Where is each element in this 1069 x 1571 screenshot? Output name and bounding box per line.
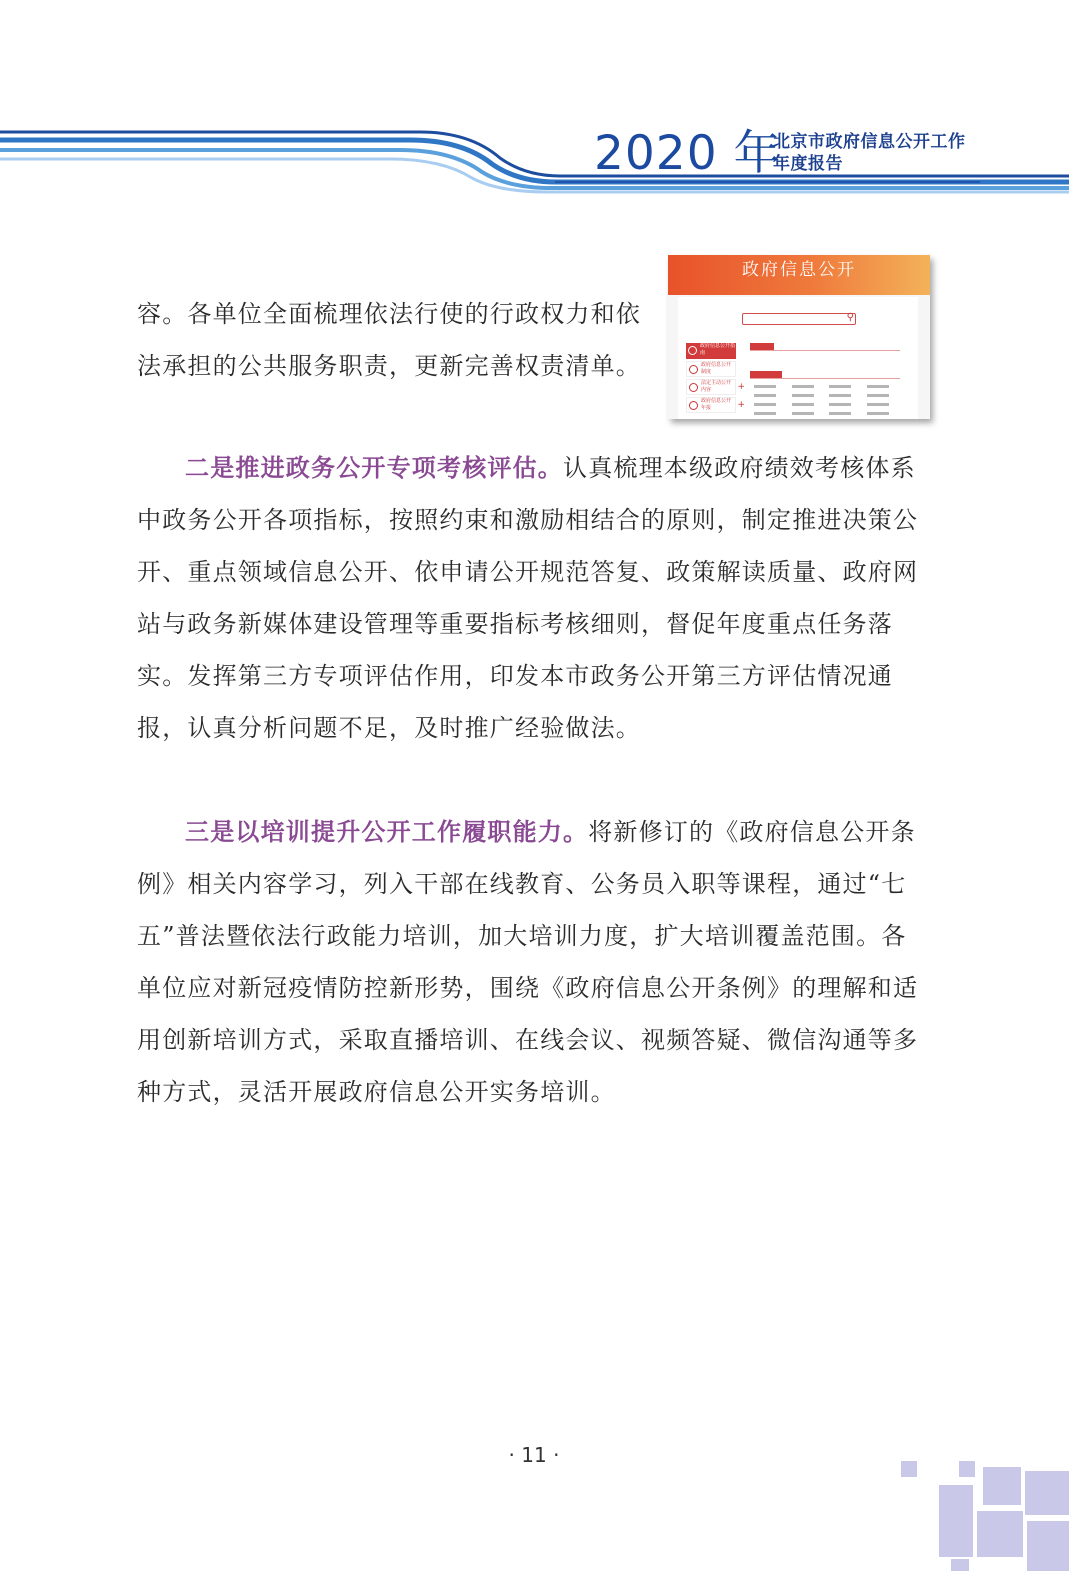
compass-icon <box>688 346 697 355</box>
thumb-side-item: 政府信息公开年报 + <box>686 397 736 413</box>
paragraph-1-text: 容。各单位全面梳理依法行使的行政权力和依法承担的公共服务职责，更新完善权责清单。 <box>137 300 641 380</box>
paragraph-3-lead: 三是以培训提升公开工作履职能力。 <box>185 818 589 846</box>
thumb-search-box <box>742 313 856 325</box>
paragraph-2-lead: 二是推进政务公开专项考核评估。 <box>185 454 563 482</box>
thumb-tag <box>750 343 774 350</box>
calendar-icon <box>689 401 698 410</box>
plus-icon: + <box>737 382 745 392</box>
paragraph-1 <box>137 288 657 392</box>
website-screenshot <box>668 255 930 419</box>
plus-icon: + <box>737 400 745 410</box>
thumb-rule <box>750 378 900 379</box>
thumb-side-item: 政府信息公开制度 <box>686 361 736 377</box>
report-title-line1: 北京市政府信息公开工作 <box>773 132 966 152</box>
report-title <box>773 131 966 175</box>
thumb-banner: 政府信息公开 <box>668 255 930 295</box>
thumb-rule <box>750 350 900 351</box>
thumb-side-item: 法定主动公开内容 + <box>686 379 736 395</box>
paragraph-3-text: 将新修订的《政府信息公开条例》相关内容学习，列入干部在线教育、公务员入职等课程，通过“七五”普法暨依法行政能力培训，加大培训力度，扩大培训覆盖范围。各单位应对新冠疫情防控新形势，围绕《政府信息公开条例》的理解和适用创新培训方式，采取直播培训、在线会议、视频答疑、微信沟通等多种方式，灵活开展政府信息公开实务培训。 <box>137 818 919 1106</box>
paragraph-3 <box>137 806 931 1118</box>
doc-icon <box>689 365 698 374</box>
search-icon: ⚲ <box>846 312 854 323</box>
thumb-tag <box>750 371 782 378</box>
thumb-panel <box>678 297 918 419</box>
paragraph-2 <box>137 442 931 754</box>
thumb-side-item: 政府信息公开指南 <box>686 343 736 359</box>
thumb-link-grid <box>754 385 904 415</box>
report-year: 2020 年 <box>594 126 782 181</box>
corner-decoration <box>895 1455 1069 1571</box>
list-icon <box>689 383 698 392</box>
page-number: · 11 · <box>508 1443 560 1467</box>
report-title-line2: 年度报告 <box>773 154 843 174</box>
paragraph-2-text: 认真梳理本级政府绩效考核体系中政务公开各项指标，按照约束和激励相结合的原则，制定推进决策公开、重点领域信息公开、依申请公开规范答复、政策解读质量、政府网站与政务新媒体建设管理等重要指标考核细则，督促年度重点任务落实。发挥第三方专项评估作用，印发本市政务公开第三方评估情况通报，认真分析问题不足，及时推广经验做法。 <box>137 454 919 742</box>
